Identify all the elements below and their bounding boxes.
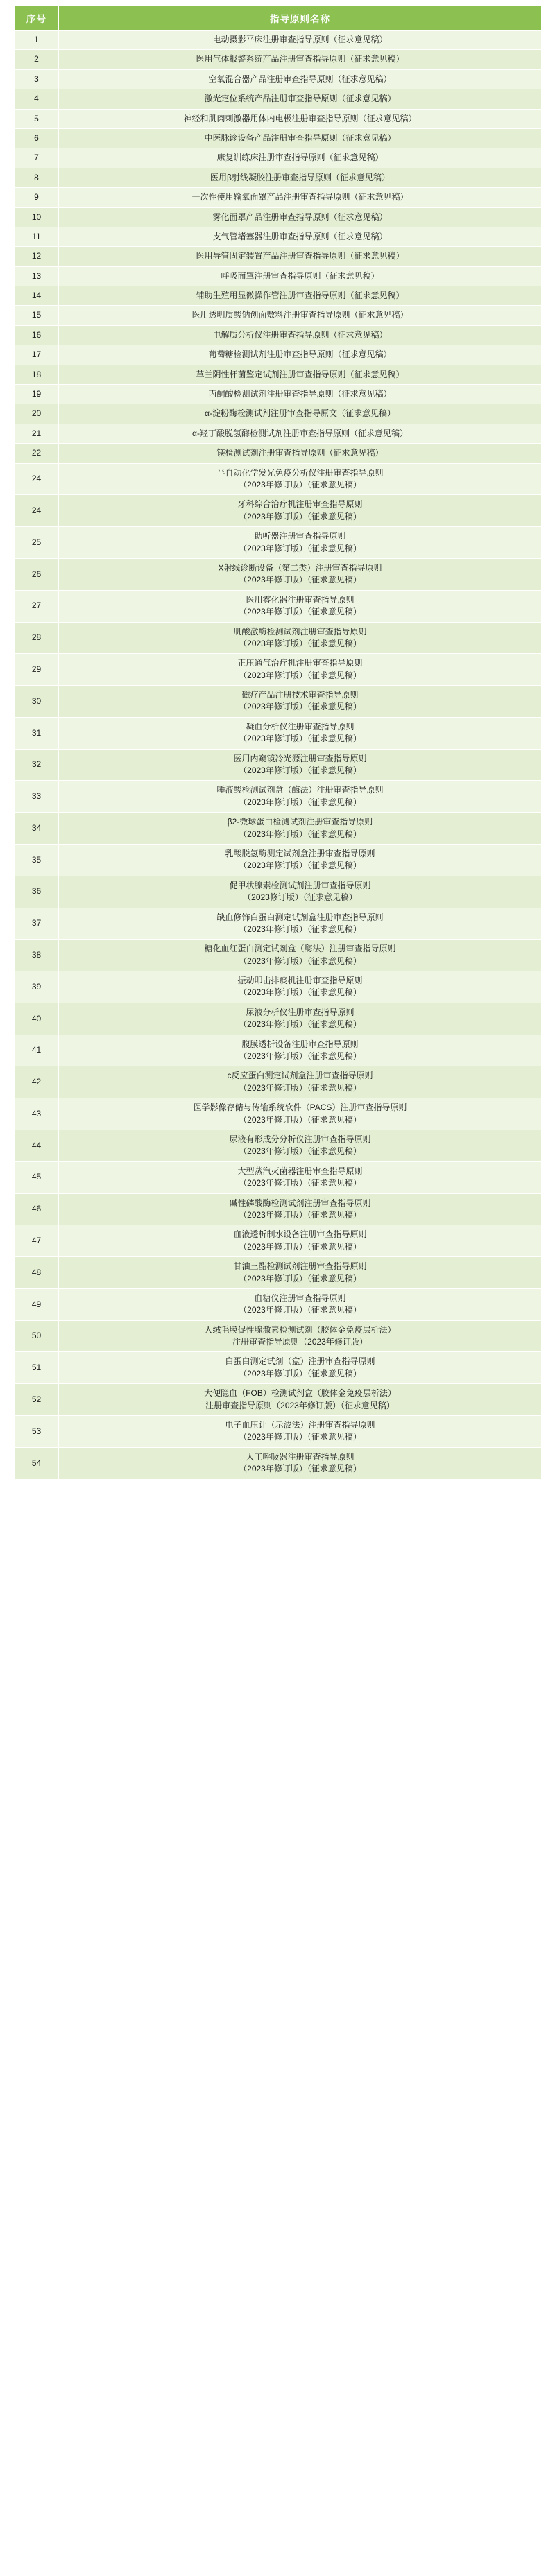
- table-row: [15, 1225, 542, 1257]
- guideline-name-line: 血液透析制水设备注册审查指导原则: [233, 1229, 367, 1240]
- guideline-name-line: 甘油三酯检测试剂注册审查指导原则: [233, 1261, 367, 1272]
- guideline-name-line: 缺血修饰白蛋白测定试剂盒注册审查指导原则: [216, 912, 384, 922]
- row-number-cell: 46: [15, 1193, 59, 1225]
- table-row: [15, 527, 542, 559]
- guideline-name-line: 电解质分析仪注册审查指导原则（征求意见稿）: [212, 329, 388, 340]
- table-row: [15, 1003, 542, 1035]
- row-number-cell: 52: [15, 1384, 59, 1416]
- guideline-name-cell: [59, 1130, 542, 1162]
- guideline-name-cell: [59, 622, 542, 654]
- guideline-name-cell: [59, 654, 542, 686]
- table-row: [15, 908, 542, 940]
- guideline-name-cell: [59, 365, 542, 384]
- guideline-name-line: （2023年修订版）（征求意见稿）: [239, 1432, 361, 1442]
- row-number-cell: 44: [15, 1130, 59, 1162]
- row-number-cell: 21: [15, 424, 59, 443]
- guideline-name-line: （2023年修订版）（征求意见稿）: [239, 797, 361, 807]
- guideline-name-line: c反应蛋白测定试剂盒注册审查指导原则: [227, 1071, 373, 1081]
- guideline-name-cell: [59, 908, 542, 940]
- table-row: [15, 1161, 542, 1193]
- table-row: [15, 590, 542, 622]
- guideline-name-cell: [59, 590, 542, 622]
- table-row: [15, 286, 542, 306]
- row-number-cell: 1: [15, 31, 59, 50]
- guideline-name-line: 糖化血红蛋白测定试剂盒（酶法）注册审查指导原则: [204, 944, 396, 954]
- guideline-name-line: （2023年修订版）（征求意见稿）: [239, 766, 361, 776]
- row-number-cell: 35: [15, 844, 59, 876]
- guideline-name-line: 医用内窥镜冷光源注册审查指导原则: [233, 753, 367, 763]
- guideline-name-line: （2023修订版）（征求意见稿）: [243, 892, 357, 903]
- table-row: [15, 266, 542, 286]
- guideline-name-line: 医用透明质酸钠创面敷料注册审查指导原则（征求意见稿）: [191, 310, 409, 320]
- table-row: [15, 940, 542, 971]
- guideline-name-line: 肌酸激酶检测试剂注册审查指导原则: [233, 626, 367, 637]
- row-number-cell: 39: [15, 971, 59, 1003]
- row-number-cell: 26: [15, 558, 59, 590]
- row-number-cell: 53: [15, 1416, 59, 1448]
- guideline-name-cell: [59, 109, 542, 128]
- row-number-cell: 32: [15, 749, 59, 781]
- guideline-name-cell: [59, 69, 542, 89]
- row-number-cell: 31: [15, 717, 59, 749]
- guideline-name-line: （2023年修订版）（征求意见稿）: [239, 638, 361, 648]
- row-number-cell: 13: [15, 266, 59, 286]
- guideline-name-cell: [59, 781, 542, 813]
- guideline-name-line: 唾液酸检测试剂盒（酶法）注册审查指导原则: [216, 785, 384, 795]
- guideline-name-cell: [59, 188, 542, 207]
- guideline-name-cell: [59, 1447, 542, 1479]
- guideline-name-cell: [59, 424, 542, 443]
- guideline-name-line: 一次性使用输氧面罩产品注册审查指导原则（征求意见稿）: [191, 192, 409, 202]
- guideline-name-line: 大便隐血（FOB）检测试剂盒（胶体金免疫层析法）: [204, 1388, 396, 1399]
- row-number-cell: 6: [15, 128, 59, 148]
- guideline-name-cell: [59, 1288, 542, 1320]
- guideline-name-line: β2-微球蛋白检测试剂注册审查指导原则: [227, 817, 373, 827]
- guideline-name-line: 凝血分析仪注册审查指导原则: [246, 721, 355, 732]
- guideline-name-line: （2023年修订版）（征求意见稿）: [239, 861, 361, 871]
- guideline-name-line: （2023年修订版）（征求意见稿）: [239, 670, 361, 680]
- row-number-cell: 40: [15, 1003, 59, 1035]
- table-row: [15, 463, 542, 495]
- guideline-name-line: 呼吸面罩注册审查指导原则（征求意见稿）: [221, 270, 379, 281]
- row-number-cell: 20: [15, 404, 59, 424]
- guideline-name-line: （2023年修订版）（征求意见稿）: [239, 575, 361, 585]
- row-number-cell: 11: [15, 227, 59, 246]
- table-row: [15, 1066, 542, 1098]
- guideline-name-line: 镁检测试剂注册审查指导原则（征求意见稿）: [216, 448, 384, 458]
- guideline-name-line: （2023年修订版）（征求意见稿）: [239, 1241, 361, 1252]
- guideline-name-line: 血糖仪注册审查指导原则: [254, 1293, 346, 1303]
- guideline-name-cell: [59, 1416, 542, 1448]
- row-number-cell: 22: [15, 444, 59, 463]
- guideline-name-line: （2023年修订版）（征求意见稿）: [239, 1273, 361, 1283]
- guideline-name-line: （2023年修订版）（征求意见稿）: [239, 829, 361, 839]
- row-number-cell: 34: [15, 813, 59, 845]
- row-number-cell: 48: [15, 1257, 59, 1289]
- table-header-row: [15, 6, 542, 31]
- guideline-name-cell: [59, 1066, 542, 1098]
- guideline-name-cell: [59, 971, 542, 1003]
- table-row: [15, 558, 542, 590]
- table-row: [15, 622, 542, 654]
- guideline-name-line: α-淀粉酶检测试剂注册审查指导原文（征求意见稿）: [205, 408, 395, 419]
- table-row: [15, 1130, 542, 1162]
- guideline-name-cell: [59, 1225, 542, 1257]
- table-row: [15, 813, 542, 845]
- table-row: [15, 1320, 542, 1352]
- guideline-name-line: （2023年修订版）（征求意见稿）: [239, 1368, 361, 1378]
- guideline-name-cell: [59, 876, 542, 908]
- guideline-name-cell: [59, 527, 542, 559]
- row-number-cell: 28: [15, 622, 59, 654]
- table-row: [15, 345, 542, 365]
- guideline-name-cell: [59, 1352, 542, 1384]
- guideline-name-cell: [59, 1161, 542, 1193]
- table-row: [15, 325, 542, 345]
- guideline-name-line: 医用雾化器注册审查指导原则: [246, 594, 355, 605]
- guideline-name-line: （2023年修订版）（征求意见稿）: [239, 511, 361, 521]
- guideline-name-line: 电动摄影平床注册审查指导原则（征求意见稿）: [212, 35, 388, 44]
- guideline-name-line: 医学影像存储与传输系统软件（PACS）注册审查指导原则: [193, 1103, 407, 1113]
- guideline-name-line: 腹膜透析设备注册审查指导原则: [241, 1039, 359, 1049]
- guideline-name-line: （2023年修订版）（征求意见稿）: [239, 924, 361, 934]
- table-row: [15, 749, 542, 781]
- guideline-name-line: 医用β射线凝胶注册审查指导原则（征求意见稿）: [210, 172, 390, 182]
- table-row: [15, 128, 542, 148]
- row-number-cell: 12: [15, 247, 59, 266]
- guideline-name-cell: [59, 1320, 542, 1352]
- guideline-name-line: 振动叩击排痰机注册审查指导原则: [237, 976, 363, 986]
- guideline-name-line: 空氧混合器产品注册审查指导原则（征求意见稿）: [208, 74, 392, 84]
- guideline-name-line: （2023年修订版）（征求意见稿）: [239, 479, 361, 490]
- table-row: [15, 69, 542, 89]
- row-number-cell: 29: [15, 654, 59, 686]
- guideline-name-line: 激光定位系统产品注册审查指导原则（征求意见稿）: [204, 94, 396, 104]
- guideline-name-line: 助听器注册审查指导原则: [254, 531, 346, 542]
- guideline-name-line: （2023年修订版）（征求意见稿）: [239, 1146, 361, 1157]
- guideline-name-cell: [59, 266, 542, 286]
- guideline-name-cell: [59, 463, 542, 495]
- guideline-name-cell: [59, 717, 542, 749]
- guideline-name-line: 人绒毛膜促性腺激素检测试剂（胶体金免疫层析法）: [204, 1324, 396, 1335]
- row-number-cell: 15: [15, 306, 59, 325]
- table-row: [15, 1098, 542, 1130]
- guideline-name-cell: [59, 31, 542, 50]
- table-row: [15, 444, 542, 463]
- guideline-name-line: 注册审查指导原则（2023年修订版）: [232, 1337, 368, 1347]
- row-number-cell: 16: [15, 325, 59, 345]
- guideline-name-cell: [59, 1035, 542, 1066]
- guideline-name-cell: [59, 444, 542, 463]
- guideline-name-cell: [59, 749, 542, 781]
- guideline-name-cell: [59, 495, 542, 527]
- guideline-name-cell: [59, 89, 542, 109]
- table-row: [15, 207, 542, 227]
- guideline-name-line: 白蛋白测定试剂（盒）注册审查指导原则: [225, 1356, 375, 1367]
- row-number-cell: 24: [15, 463, 59, 495]
- guideline-name-line: （2023年修订版）（征求意见稿）: [239, 1114, 361, 1125]
- guideline-name-line: （2023年修订版）（征求意见稿）: [239, 1305, 361, 1315]
- row-number-cell: 41: [15, 1035, 59, 1066]
- table-row: [15, 385, 542, 404]
- guideline-name-line: （2023年修订版）（征求意见稿）: [239, 1019, 361, 1030]
- guideline-name-cell: [59, 168, 542, 187]
- guideline-name-line: α-羟丁酸脱氢酶检测试剂注册审查指导原则（征求意见稿）: [192, 428, 408, 438]
- guideline-name-cell: [59, 1193, 542, 1225]
- guideline-name-line: 电子血压计（示波法）注册审查指导原则: [225, 1420, 375, 1430]
- guideline-name-line: 半自动化学发光免疫分析仪注册审查指导原则: [216, 467, 384, 478]
- row-number-cell: 9: [15, 188, 59, 207]
- guideline-name-line: 支气管堵塞器注册审查指导原则（征求意见稿）: [212, 231, 388, 241]
- table-row: [15, 495, 542, 527]
- row-number-cell: 43: [15, 1098, 59, 1130]
- guideline-name-cell: [59, 404, 542, 424]
- table-header: [15, 6, 542, 31]
- guideline-name-line: （2023年修订版）（征求意见稿）: [239, 987, 361, 998]
- row-number-cell: 17: [15, 345, 59, 365]
- guideline-name-line: 磁疗产品注册技术审查指导原则: [241, 690, 359, 700]
- guideline-name-line: 雾化面罩产品注册审查指导原则（征求意见稿）: [212, 211, 388, 222]
- guideline-name-line: 尿液分析仪注册审查指导原则: [246, 1007, 355, 1017]
- row-number-cell: 3: [15, 69, 59, 89]
- guideline-name-line: （2023年修订版）（征求意见稿）: [239, 734, 361, 744]
- table-row: [15, 31, 542, 50]
- guideline-name-line: 碱性磷酸酶检测试剂注册审查指导原则: [229, 1198, 371, 1208]
- guideline-name-line: （2023年修订版）（征求意见稿）: [239, 956, 361, 966]
- row-number-cell: 2: [15, 50, 59, 69]
- table-row: [15, 781, 542, 813]
- table-row: [15, 188, 542, 207]
- table-row: [15, 686, 542, 718]
- guideline-name-cell: [59, 50, 542, 69]
- guideline-name-line: 注册审查指导原则（2023年修订版）（征求意见稿）: [205, 1400, 395, 1410]
- row-number-cell: 33: [15, 781, 59, 813]
- row-number-cell: 38: [15, 940, 59, 971]
- guideline-name-cell: [59, 306, 542, 325]
- table-row: [15, 876, 542, 908]
- guideline-name-line: 医用气体报警系统产品注册审查指导原则（征求意见稿）: [196, 54, 404, 64]
- table-row: [15, 50, 542, 69]
- table-row: [15, 844, 542, 876]
- guideline-name-cell: [59, 345, 542, 365]
- guideline-table: [14, 6, 542, 1480]
- guideline-name-cell: [59, 148, 542, 168]
- guideline-name-line: 丙酮酸检测试剂注册审查指导原则（征求意见稿）: [208, 389, 392, 399]
- guideline-name-line: 中医脉诊设备产品注册审查指导原则（征求意见稿）: [204, 132, 396, 143]
- guideline-name-cell: [59, 227, 542, 246]
- guideline-name-cell: [59, 686, 542, 718]
- table-row: [15, 1447, 542, 1479]
- column-header-name: 指导原则名称: [59, 6, 542, 31]
- table-row: [15, 1288, 542, 1320]
- row-number-cell: 5: [15, 109, 59, 128]
- row-number-cell: 51: [15, 1352, 59, 1384]
- row-number-cell: 10: [15, 207, 59, 227]
- guideline-name-cell: [59, 1257, 542, 1289]
- table-row: [15, 365, 542, 384]
- guideline-name-line: 辅助生殖用显微操作管注册审查指导原则（征求意见稿）: [196, 291, 404, 301]
- guideline-name-line: （2023年修订版）（征求意见稿）: [239, 1464, 361, 1474]
- row-number-cell: 54: [15, 1447, 59, 1479]
- guideline-name-line: （2023年修订版）（征求意见稿）: [239, 1209, 361, 1220]
- guideline-name-cell: [59, 247, 542, 266]
- row-number-cell: 47: [15, 1225, 59, 1257]
- row-number-cell: 30: [15, 686, 59, 718]
- guideline-name-cell: [59, 325, 542, 345]
- guideline-name-cell: [59, 558, 542, 590]
- guideline-name-cell: [59, 844, 542, 876]
- row-number-cell: 18: [15, 365, 59, 384]
- guideline-name-line: 乳酸脱氢酶测定试剂盒注册审查指导原则: [225, 848, 375, 858]
- guideline-name-cell: [59, 940, 542, 971]
- row-number-cell: 19: [15, 385, 59, 404]
- guideline-name-line: （2023年修订版）（征求意见稿）: [239, 543, 361, 553]
- guideline-name-line: 葡萄糖检测试剂注册审查指导原则（征求意见稿）: [208, 349, 392, 360]
- table-row: [15, 1035, 542, 1066]
- row-number-cell: 42: [15, 1066, 59, 1098]
- row-number-cell: 24: [15, 495, 59, 527]
- guideline-name-cell: [59, 1384, 542, 1416]
- table-row: [15, 168, 542, 187]
- guideline-name-line: 神经和肌肉刺激器用体内电极注册审查指导原则（征求意见稿）: [183, 113, 417, 123]
- table-row: [15, 306, 542, 325]
- table-row: [15, 109, 542, 128]
- table-row: [15, 89, 542, 109]
- guideline-name-line: 促甲状腺素检测试剂注册审查指导原则: [229, 880, 371, 890]
- guideline-name-cell: [59, 128, 542, 148]
- row-number-cell: 7: [15, 148, 59, 168]
- row-number-cell: 45: [15, 1161, 59, 1193]
- row-number-cell: 27: [15, 590, 59, 622]
- guideline-name-cell: [59, 1098, 542, 1130]
- guideline-name-line: X射线诊断设备（第二类）注册审查指导原则: [218, 562, 382, 573]
- table-row: [15, 148, 542, 168]
- row-number-cell: 8: [15, 168, 59, 187]
- guideline-name-line: 人工呼吸器注册审查指导原则: [246, 1451, 355, 1462]
- guideline-name-line: 革兰阴性杆菌鉴定试剂注册审查指导原则（征求意见稿）: [196, 369, 404, 379]
- table-row: [15, 971, 542, 1003]
- guideline-name-line: （2023年修订版）（征求意见稿）: [239, 607, 361, 617]
- table-body: [15, 31, 542, 1480]
- guideline-name-line: （2023年修订版）（征求意见稿）: [239, 1051, 361, 1062]
- guideline-name-cell: [59, 286, 542, 306]
- row-number-cell: 49: [15, 1288, 59, 1320]
- column-header-no: 序号: [15, 6, 59, 31]
- guideline-name-line: （2023年修订版）（征求意见稿）: [239, 1178, 361, 1188]
- table-row: [15, 1257, 542, 1289]
- guideline-name-line: 大型蒸汽灭菌器注册审查指导原则: [237, 1166, 363, 1176]
- guideline-name-cell: [59, 207, 542, 227]
- table-row: [15, 247, 542, 266]
- table-row: [15, 227, 542, 246]
- row-number-cell: 50: [15, 1320, 59, 1352]
- table-row: [15, 1352, 542, 1384]
- guideline-name-cell: [59, 385, 542, 404]
- guideline-name-line: 正压通气治疗机注册审查指导原则: [237, 658, 363, 668]
- guideline-name-line: 医用导管固定装置产品注册审查指导原则（征求意见稿）: [196, 251, 404, 261]
- table-row: [15, 654, 542, 686]
- row-number-cell: 37: [15, 908, 59, 940]
- guideline-name-line: 康复训练床注册审查指导原则（征求意见稿）: [216, 153, 384, 163]
- row-number-cell: 4: [15, 89, 59, 109]
- guideline-name-line: （2023年修订版）（征求意见稿）: [239, 702, 361, 712]
- guideline-name-cell: [59, 813, 542, 845]
- guideline-name-line: 牙科综合治疗机注册审查指导原则: [237, 499, 363, 510]
- guideline-name-cell: [59, 1003, 542, 1035]
- table-row: [15, 1416, 542, 1448]
- table-row: [15, 1384, 542, 1416]
- table-row: [15, 1193, 542, 1225]
- table-row: [15, 717, 542, 749]
- guideline-name-line: （2023年修订版）（征求意见稿）: [239, 1082, 361, 1093]
- table-row: [15, 424, 542, 443]
- guideline-name-line: 尿液有形成分分析仪注册审查指导原则: [229, 1134, 371, 1144]
- row-number-cell: 25: [15, 527, 59, 559]
- row-number-cell: 14: [15, 286, 59, 306]
- table-row: [15, 404, 542, 424]
- row-number-cell: 36: [15, 876, 59, 908]
